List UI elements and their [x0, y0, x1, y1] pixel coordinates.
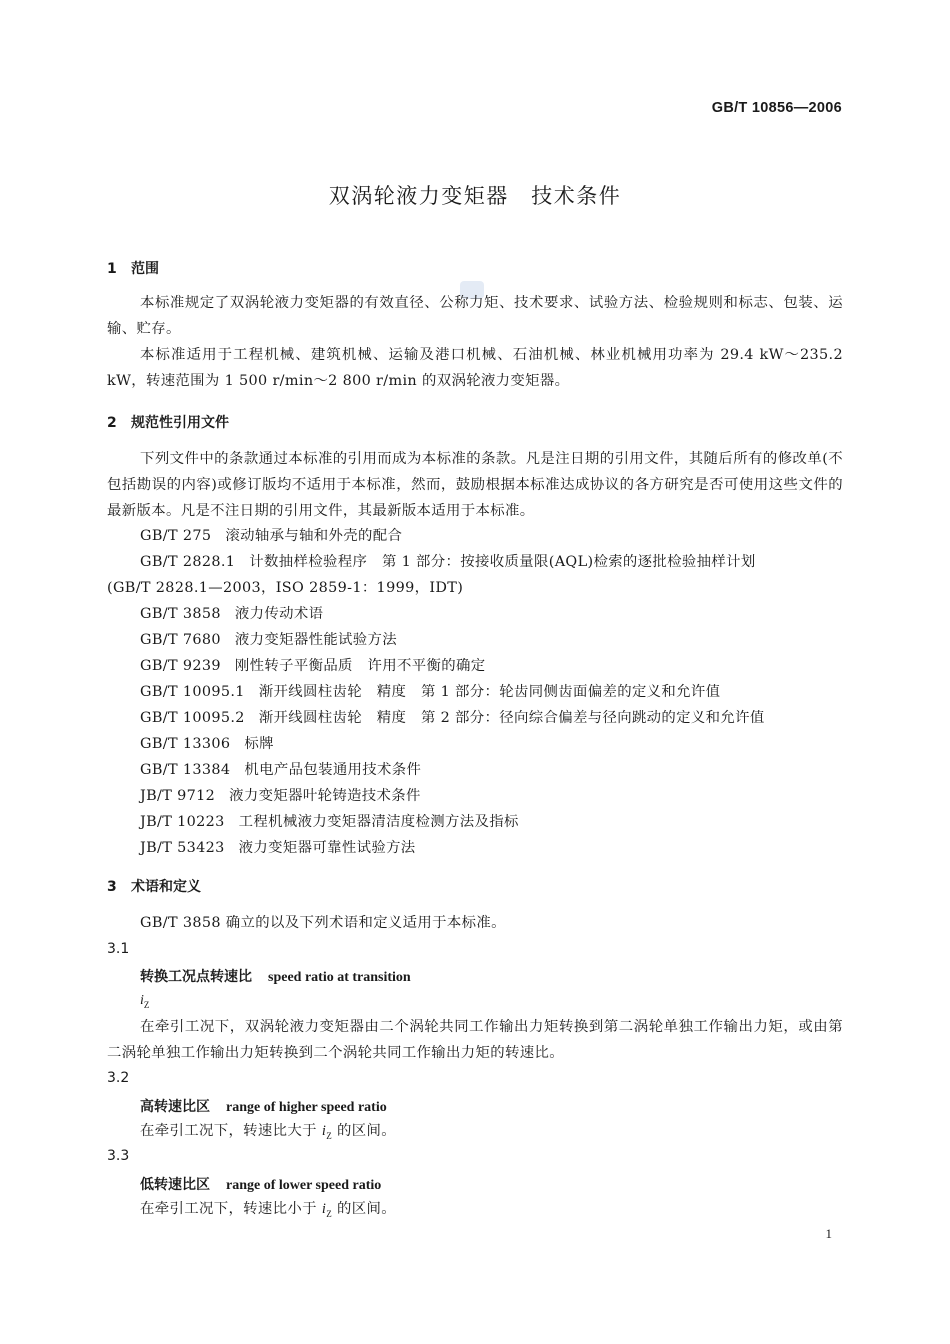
reference-code: GB/T 9239	[140, 658, 221, 674]
reference-code: GB/T 7680	[140, 632, 221, 648]
section-3-paragraph-1: GB/T 3858 确立的以及下列术语和定义适用于本标准。	[140, 915, 506, 931]
reference-code: JB/T 10223	[140, 814, 225, 830]
reference-item	[140, 654, 485, 675]
reference-title: 液力传动术语	[234, 606, 324, 622]
standard-number: GB/T 10856—2006	[711, 100, 842, 116]
symbol-subscript: Z	[326, 1208, 333, 1219]
section-title: 范围	[131, 261, 159, 277]
term-3-1	[140, 966, 411, 986]
reference-item	[140, 810, 519, 831]
reference-item	[140, 628, 397, 649]
reference-title: 工程机械液力变矩器清洁度检测方法及指标	[238, 814, 519, 830]
reference-code: JB/T 53423	[140, 840, 225, 856]
symbol-letter: i	[140, 993, 144, 1008]
reference-item	[140, 706, 765, 727]
reference-code: GB/T 10095.2	[140, 710, 245, 726]
reference-code: GB/T 2828.1	[140, 554, 236, 570]
reference-title: 计数抽样检验程序 第 1 部分：按接收质量限(AQL)检索的逐批检验抽样计划	[249, 554, 756, 570]
definition-text: 在牵引工况下，转速比大于	[140, 1123, 322, 1139]
symbol-letter: i	[321, 1123, 327, 1139]
term-chinese: 低转速比区	[140, 1177, 210, 1193]
term-3-3	[140, 1174, 381, 1194]
reference-item	[140, 524, 402, 545]
term-chinese: 转换工况点转速比	[140, 969, 252, 985]
reference-title: 标牌	[244, 736, 274, 752]
definition-text: 的区间。	[332, 1123, 396, 1139]
reference-code: GB/T 275	[140, 528, 212, 544]
term-english: range of higher speed ratio	[226, 1100, 387, 1115]
section-title: 术语和定义	[131, 879, 201, 895]
clause-3-1-number: 3.1	[107, 941, 130, 957]
term-symbol	[140, 992, 149, 1010]
section-1-heading	[107, 258, 159, 278]
section-number: 1	[107, 261, 117, 277]
reference-title: 渐开线圆柱齿轮 精度 第 1 部分：轮齿同侧齿面偏差的定义和允许值	[258, 684, 721, 700]
reference-code: JB/T 9712	[140, 788, 216, 804]
reference-title: 刚性转子平衡品质 许用不平衡的确定	[234, 658, 486, 674]
reference-title: 液力变矩器性能试验方法	[234, 632, 398, 648]
reference-item-continuation	[107, 576, 463, 597]
reference-code: GB/T 13306	[140, 736, 231, 752]
symbol-letter: i	[321, 1201, 327, 1217]
symbol-subscript: Z	[326, 1130, 333, 1141]
term-3-3-definition	[107, 1196, 843, 1227]
definition-text: 在牵引工况下，转速比小于	[140, 1201, 322, 1217]
page-number: 1	[825, 1226, 832, 1241]
reference-code: GB/T 13384	[140, 762, 231, 778]
reference-code: GB/T 3858	[140, 606, 221, 622]
reference-title: 液力变矩器叶轮铸造技术条件	[229, 788, 421, 804]
section-1-paragraph-2: 本标准适用于工程机械、建筑机械、运输及港口机械、石油机械、林业机械用功率为 29.4 kW～235.2 kW，转速范围为 1 500 r/min～2 800 r/min 的双涡轮液力变矩器。	[107, 347, 843, 389]
reference-item	[140, 732, 274, 753]
reference-title: 液力变矩器可靠性试验方法	[238, 840, 416, 856]
clause-3-2-number: 3.2	[107, 1070, 130, 1086]
symbol-subscript: Z	[143, 999, 150, 1010]
term-chinese: 高转速比区	[140, 1099, 210, 1115]
reference-title: 机电产品包装通用技术条件	[244, 762, 422, 778]
section-2-heading	[107, 412, 229, 432]
section-number: 3	[107, 879, 117, 895]
term-3-2-definition	[107, 1118, 843, 1149]
reference-item	[140, 784, 421, 805]
section-3-heading	[107, 876, 201, 896]
reference-title: (GB/T 2828.1—2003，ISO 2859-1：1999，IDT)	[107, 580, 464, 596]
term-3-2	[140, 1096, 387, 1116]
definition-text: 的区间。	[332, 1201, 396, 1217]
document-title: 双涡轮液力变矩器 技术条件	[328, 184, 622, 208]
section-number: 2	[107, 415, 117, 431]
reference-item	[140, 680, 720, 701]
reference-item	[140, 602, 323, 623]
reference-title: 渐开线圆柱齿轮 精度 第 2 部分：径向综合偏差与径向跳动的定义和允许值	[258, 710, 765, 726]
reference-code: GB/T 10095.1	[140, 684, 245, 700]
reference-title: 滚动轴承与轴和外壳的配合	[225, 528, 403, 544]
reference-item	[140, 836, 416, 857]
reference-item	[140, 550, 756, 571]
clause-3-3-number: 3.3	[107, 1148, 130, 1164]
section-1-paragraph-1: 本标准规定了双涡轮液力变矩器的有效直径、公称力矩、技术要求、试验方法、检验规则和标志、包装、运输、贮存。	[107, 295, 843, 337]
section-2-paragraph-1: 下列文件中的条款通过本标准的引用而成为本标准的条款。凡是注日期的引用文件，其随后所有的修改单(不包括勘误的内容)或修订版均不适用于本标准，然而，鼓励根据本标准达成协议的各方研究是否可使用这些文件的最新版本。凡是不注日期的引用文件，其最新版本适用于本标准。	[107, 451, 843, 519]
term-3-1-definition: 在牵引工况下，双涡轮液力变矩器由二个涡轮共同工作输出力矩转换到第二涡轮单独工作输出力矩，或由第二涡轮单独工作输出力矩转换到二个涡轮共同工作输出力矩的转速比。	[107, 1019, 843, 1061]
term-english: range of lower speed ratio	[226, 1178, 382, 1193]
section-title: 规范性引用文件	[131, 415, 229, 431]
term-english: speed ratio at transition	[268, 970, 411, 985]
reference-item	[140, 758, 421, 779]
